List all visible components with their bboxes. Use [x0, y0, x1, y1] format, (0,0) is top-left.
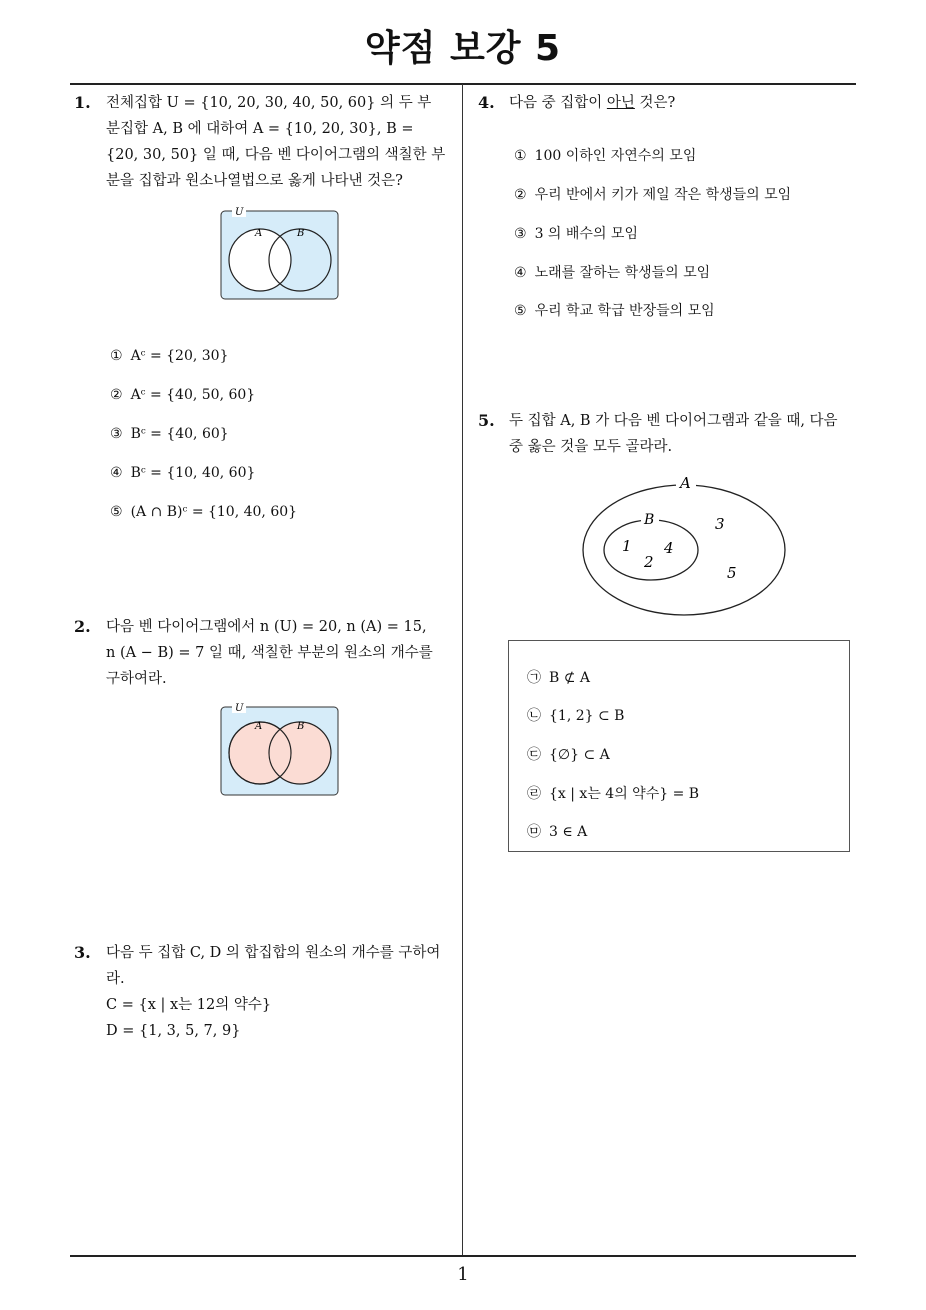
choice-item [514, 145, 696, 165]
set-b-label: B [297, 721, 305, 732]
choice-mark: ④ [514, 265, 527, 281]
set-a-label: A [680, 474, 691, 492]
set-a-label: A [255, 721, 263, 732]
question-line: 다음 두 집합 C, D 의 합집합의 원소의 개수를 구하여 [106, 945, 441, 961]
statement-item [527, 783, 699, 803]
emphasis-text: 아닌 [606, 95, 635, 111]
choice-text: Bᶜ = {10, 40, 60} [130, 465, 256, 481]
set-d-definition: D = {1, 3, 5, 7, 9} [106, 1023, 241, 1039]
question-line: n (A − B) = 7 일 때, 색칠한 부분의 원소의 개수를 [106, 645, 433, 661]
question-number: 2. [74, 617, 91, 636]
question-text [106, 90, 456, 194]
universe-label: U [235, 207, 244, 218]
choice-text: 우리 학교 학급 반장들의 모임 [534, 303, 715, 319]
choice-mark: ① [110, 348, 123, 364]
element-2: 2 [644, 553, 654, 571]
choice-mark: ② [514, 187, 527, 203]
question-number: 1. [74, 93, 91, 112]
choice-item [514, 262, 710, 282]
choice-text: 우리 반에서 키가 제일 작은 학생들의 모임 [534, 187, 792, 203]
choice-text: 3 의 배수의 모임 [534, 226, 638, 242]
set-b-label: B [644, 512, 655, 528]
choice-text: 노래를 잘하는 학생들의 모임 [534, 265, 711, 281]
set-b-label: B [297, 228, 305, 239]
question-text [106, 940, 456, 1044]
question-line: 다음 벤 다이어그램에서 n (U) = 20, n (A) = 15, [106, 619, 427, 635]
choice-item [514, 223, 638, 243]
choice-mark: ⑤ [514, 303, 527, 319]
choice-item [110, 426, 229, 442]
question-number: 3. [74, 943, 91, 962]
set-b-ellipse [604, 520, 698, 580]
statement-item [527, 744, 610, 764]
question-line: 전체집합 U = {10, 20, 30, 40, 50, 60} 의 두 부 [106, 95, 432, 111]
statement-item [527, 705, 624, 725]
element-5: 5 [727, 564, 737, 582]
venn-diagram-q2 [218, 700, 342, 800]
choice-mark: ⑤ [110, 504, 123, 520]
question-line: 중 옳은 것을 모두 골라라. [509, 439, 673, 455]
statement-mark: ㉣ [527, 786, 541, 802]
choice-text: 100 이하인 자연수의 모임 [534, 148, 697, 164]
choice-text: Aᶜ = {40, 50, 60} [130, 387, 256, 403]
question-text [106, 614, 456, 692]
statement-text: {1, 2} ⊂ B [549, 708, 625, 724]
question-line: 분집합 A, B 에 대하여 A = {10, 20, 30}, B = [106, 121, 414, 137]
statement-item [527, 667, 590, 687]
question-line: 구하여라. [106, 671, 167, 687]
statement-text: B ⊄ A [549, 670, 591, 686]
choice-item [514, 184, 791, 204]
venn-diagram-q1 [218, 204, 342, 304]
element-3: 3 [715, 515, 725, 533]
choice-item [514, 300, 715, 320]
top-divider [70, 83, 856, 85]
question-line: 분을 집합과 원소나열법으로 옳게 나타낸 것은? [106, 173, 403, 189]
statement-mark: ㉤ [527, 824, 541, 840]
statement-box [508, 640, 850, 852]
choice-mark: ② [110, 387, 123, 403]
page-number: 1 [457, 1264, 469, 1285]
statement-item [527, 821, 587, 841]
universe-label: U [235, 703, 244, 714]
choice-mark: ③ [110, 426, 123, 442]
question-line: {20, 30, 50} 일 때, 다음 벤 다이어그램의 색칠한 부 [106, 147, 446, 163]
question-number: 5. [478, 411, 495, 430]
choice-item [110, 387, 255, 403]
set-c-definition: C = {x | x는 12의 약수} [106, 997, 272, 1013]
set-a-label: A [255, 228, 263, 239]
element-1: 1 [622, 537, 632, 555]
choice-mark: ④ [110, 465, 123, 481]
statement-text: 3 ∈ A [549, 824, 588, 840]
choice-mark: ① [514, 148, 527, 164]
question-line: 두 집합 A, B 가 다음 벤 다이어그램과 같을 때, 다음 [509, 413, 838, 429]
choice-text: Bᶜ = {40, 60} [130, 426, 229, 442]
choice-item [110, 348, 229, 364]
choice-text: Aᶜ = {20, 30} [130, 348, 229, 364]
set-a-ellipse [583, 485, 785, 615]
column-divider [462, 84, 463, 1256]
question-text-post: 것은? [634, 95, 676, 111]
statement-text: {x | x는 4의 약수} = B [549, 786, 700, 802]
choice-item [110, 504, 297, 520]
statement-mark: ㉢ [527, 747, 541, 763]
bottom-divider [70, 1255, 856, 1257]
choice-item [110, 465, 255, 481]
choice-mark: ③ [514, 226, 527, 242]
question-line: 라. [106, 971, 125, 987]
question-text [509, 408, 859, 460]
question-number: 4. [478, 93, 495, 112]
question-text [509, 90, 675, 116]
element-4: 4 [664, 539, 674, 557]
venn-diagram-q5 [578, 470, 790, 620]
page-title: 약점 보강 5 [364, 28, 562, 69]
statement-mark: ㉠ [527, 670, 541, 686]
statement-mark: ㉡ [527, 708, 541, 724]
choice-text: (A ∩ B)ᶜ = {10, 40, 60} [130, 504, 298, 520]
question-text-pre: 다음 중 집합이 [509, 95, 607, 111]
statement-text: {∅} ⊂ A [549, 747, 610, 763]
